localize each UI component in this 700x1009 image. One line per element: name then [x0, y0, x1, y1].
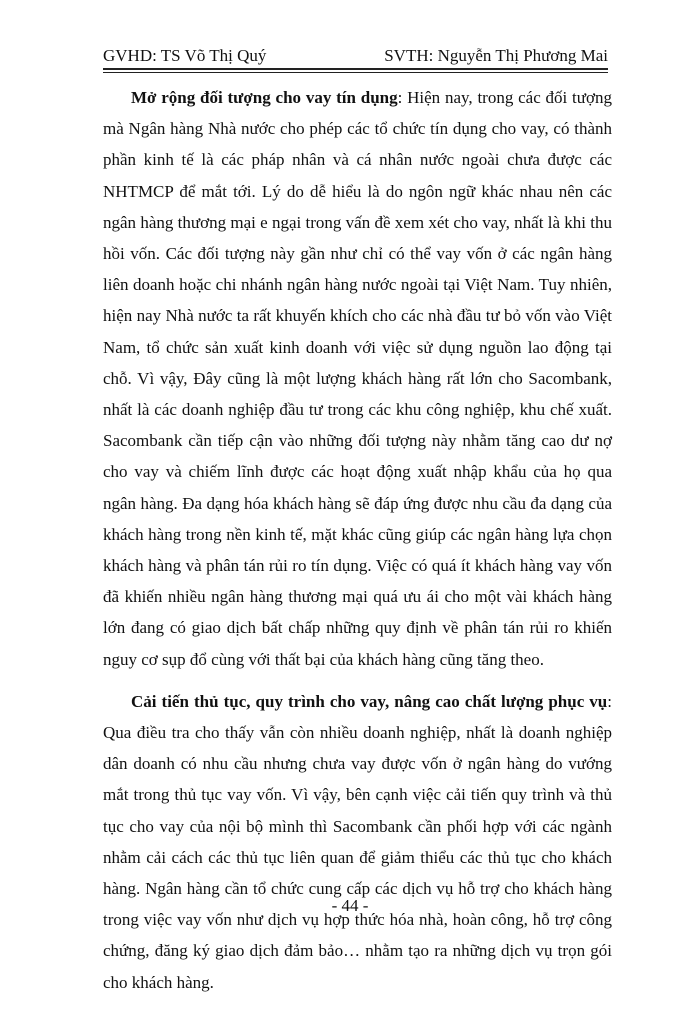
header-rule-thin	[103, 72, 608, 73]
header-rule-thick	[103, 68, 608, 70]
header-student: SVTH: Nguyễn Thị Phương Mai	[384, 46, 608, 65]
paragraph-body: : Qua điều tra cho thấy vẫn còn nhiều doanh nghiệp, nhất là doanh nghiệp dân doanh có nhu cầu nhưng chưa vay được vốn ở ngân hàng do vướng mắt trong thủ tục vay vốn. Vì vậy, bên cạnh việc cải tiến quy trình và thủ tục cho vay của nội bộ mình thì Sacombank cần phối hợp với các ngành nhằm cải cách các thủ tục liên quan để giảm thiểu các thủ tục cho khách hàng. Ngân hàng cần tổ chức cung cấp các dịch vụ hỗ trợ cho khách hàng trong việc vay vốn như dịch vụ hợp thức hóa nhà, hoàn công, hỗ trợ công chứng, đăng ký giao dịch đảm bảo… nhằm tạo ra những dịch vụ trọn gói cho khách hàng.	[103, 691, 612, 992]
paragraph-heading: Cải tiến thủ tục, quy trình cho vay, nâng cao chất lượng phục vụ	[131, 691, 608, 711]
page-number: - 44 -	[331, 896, 369, 915]
header-supervisor: GVHD: TS Võ Thị Quý	[103, 46, 267, 65]
paragraph-expand-borrowers	[103, 82, 612, 675]
paragraph-heading: Mở rộng đối tượng cho vay tín dụng	[131, 88, 398, 107]
paragraph-body: : Hiện nay, trong các đối tượng mà Ngân hàng Nhà nước cho phép các tổ chức tín dụng cho vay, có thành phần kinh tế là các pháp nhân và cá nhân nước ngoài chưa được các NHTMCP để mắt tới. Lý do dễ hiểu là do ngôn ngữ khác nhau nên các ngân hàng thương mại e ngại trong vấn đề xem xét cho vay, nhất là khi thu hồi vốn. Các đối tượng này gần như chỉ có thể vay vốn ở các ngân hàng liên doanh hoặc chi nhánh ngân hàng nước ngoài tại Việt Nam. Tuy nhiên, hiện nay Nhà nước ta rất khuyến khích cho các nhà đầu tư bỏ vốn vào Việt Nam, tổ chức sản xuất kinh doanh với việc sử dụng nguồn lao động tại chỗ. Vì vậy, Đây cũng là một lượng khách hàng rất lớn cho Sacombank, nhất là các doanh nghiệp đầu tư trong các khu công nghiệp, khu chế xuất. Sacombank cần tiếp cận vào những đối tượng này nhằm tăng cao dư nợ cho vay và chiếm lĩnh được các hoạt động xuất nhập khẩu của họ qua ngân hàng. Đa dạng hóa khách hàng sẽ đáp ứng được nhu cầu đa dạng của khách hàng trong nền kinh tế, mặt khác cũng giúp các ngân hàng lựa chọn khách hàng và phân tán rủi ro tín dụng. Việc có quá ít khách hàng vay vốn đã khiến nhiều ngân hàng thương mại quá ưu ái cho một vài khách hàng lớn đang có giao dịch bất chấp những quy định về phân tán rủi ro khiến nguy cơ sụp đổ cùng với thất bại của khách hàng cũng tăng theo.	[103, 88, 612, 669]
body-text	[103, 82, 612, 1009]
paragraph-improve-procedures	[103, 686, 612, 998]
